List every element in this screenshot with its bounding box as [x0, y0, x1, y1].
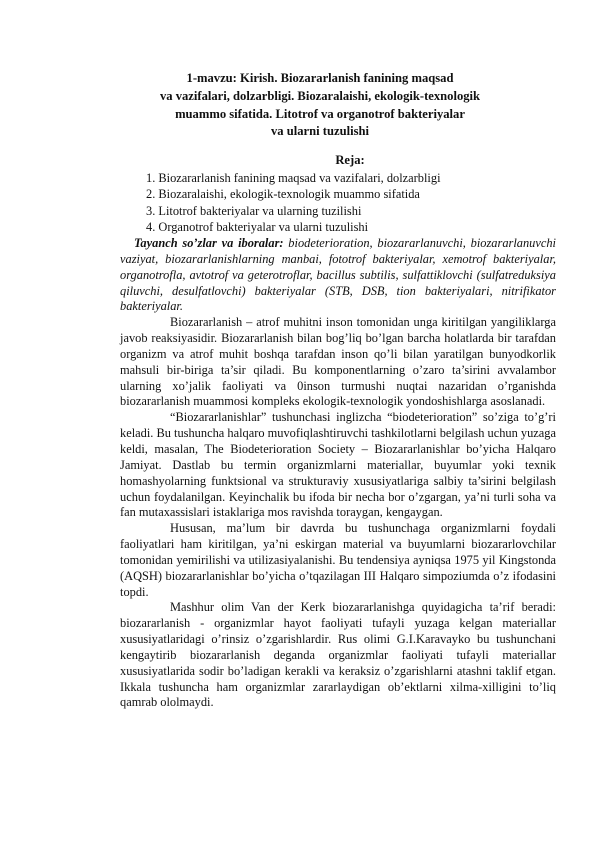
lecture-title: [110, 70, 530, 141]
title-line-1: 1-mavzu: Kirish. Biozararlanish fanining maqsad: [186, 71, 454, 85]
plan-list: [146, 170, 546, 236]
body-paragraph: Mashhur olim Van der Kerk biozararlanishga quyidagicha ta’rif beradi: biozararlanish - organizmlar hayot faoliyati tufayli yuzaga kelgan materiallar xususiyatlaridagi o’rinsiz o’zgarishlardir. Rus olimi G.I.Karavayko bu tushunchani kengaytirib biozararlanish deganda organizmlar faoliyati tufayli materiallar xususiyatlarida sodir bo’ladigan kerakli va keraksiz o’zgarishlarni atashni taklif etgan. Ikkala tushuncha ham organizmlar zararlaydigan ob’ektlarni xilma-xilligini to’liq qamrab ololmaydi.: [120, 600, 556, 710]
body-paragraph: Biozararlanish – atrof muhitni inson tomonidan unga kiritilgan yangiliklarga javob reaksiyasidir. Biozararlanish bilan bog’liq bo’lgan barcha holatlarda bir tarafdan organizm va atrof muhit boshqa tarafdan inson qo’li bilan yaratilgan bunyodkorlik mahsuli bir-biriga ta’sir qiladi. Bu komponentlarning o’zaro ta’sirini avvalambor ularning xo’jalik faoliyati va 0inson turmushi nuqtai nazaridan o’rganishda biozararlanish muammosi kompleks ekologik-texnologik yondoshishlarga asoslanadi.: [120, 315, 556, 409]
title-line-4: va ularni tuzulishi: [271, 124, 369, 139]
keywords-label: Tayanch so’zlar va iboralar:: [134, 236, 284, 250]
plan-item: 4. Organotrof bakteriyalar va ularni tuzulishi: [146, 220, 369, 235]
body-paragraph: Hususan, ma’lum bir davrda bu tushunchaga organizmlarni foydali faoliyatlari ham kiritilgan, ya’ni eskirgan material va buyumlarni biozararlovchilar tomonidan yemirilishi va utilizasiyalanishi. Bu tendensiya ayniqsa 1975 yil Kingstonda (AQSH) biozararlanishlar bo’yicha o’tqazilagan III Halqaro simpoziumda o’z ifodasini topdi.: [120, 521, 556, 599]
plan-item: 3. Litotrof bakteriyalar va ularning tuzilishi: [146, 203, 362, 218]
title-line-2: va vazifalari, dolzarbligi. Biozaralaishi, ekologik-texnologik: [159, 88, 481, 103]
keywords-paragraph: [120, 236, 556, 315]
plan-item: 2. Biozaralaishi, ekologik-texnologik muammo sifatida: [146, 187, 420, 202]
body-text: [120, 236, 556, 711]
body-paragraph: “Biozararlanishlar” tushunchasi inglizcha “biodeterioration” so’ziga to’g’ri keladi. Bu tushuncha halqaro muvofiqlashtiruvchi tashkilotlarni belgilash uchun yuzaga keldi, masalan, The Biodeterioration Society – Biozararlanishlar bo’yicha Halqaro Jamiyat. Dastlab bu termin organizmlarni materiallar, buyumlar yoki texnik homashyolarning funktsional va strukturaviy xususiyatlariga salbiy ta’sirini belgilash uchun foydalanilgan. Keyinchalik bu ifoda bir necha bor o’zgargan, ya’ni turli soha va fan mutaxassislari istaklariga mos ravishda toraygan, kengaygan.: [120, 410, 556, 520]
plan-item: 1. Biozararlanish fanining maqsad va vazifalari, dolzarbligi: [146, 171, 441, 185]
plan-heading: Reja:: [335, 153, 365, 167]
title-line-3: muammo sifatida. Litotrof va organotrof bakteriyalar: [175, 106, 465, 121]
keywords-text: biodeterioration, biozararlanuvchi, biozararlanuvchi vaziyat, biozararlanishlarning manbai, fototrof bakteriyalar, xemotrof bakteriyalar, organotrofla, avtotrof va geterotroflar, bacillus subtilis, sulfattiklovchi (sulfatreduksiya qiluvchi, desulfatlovchi) bakteriyalar (STB, DSB, tion bakteriyalari, nitrifikator bakteriyalar.: [120, 236, 556, 314]
